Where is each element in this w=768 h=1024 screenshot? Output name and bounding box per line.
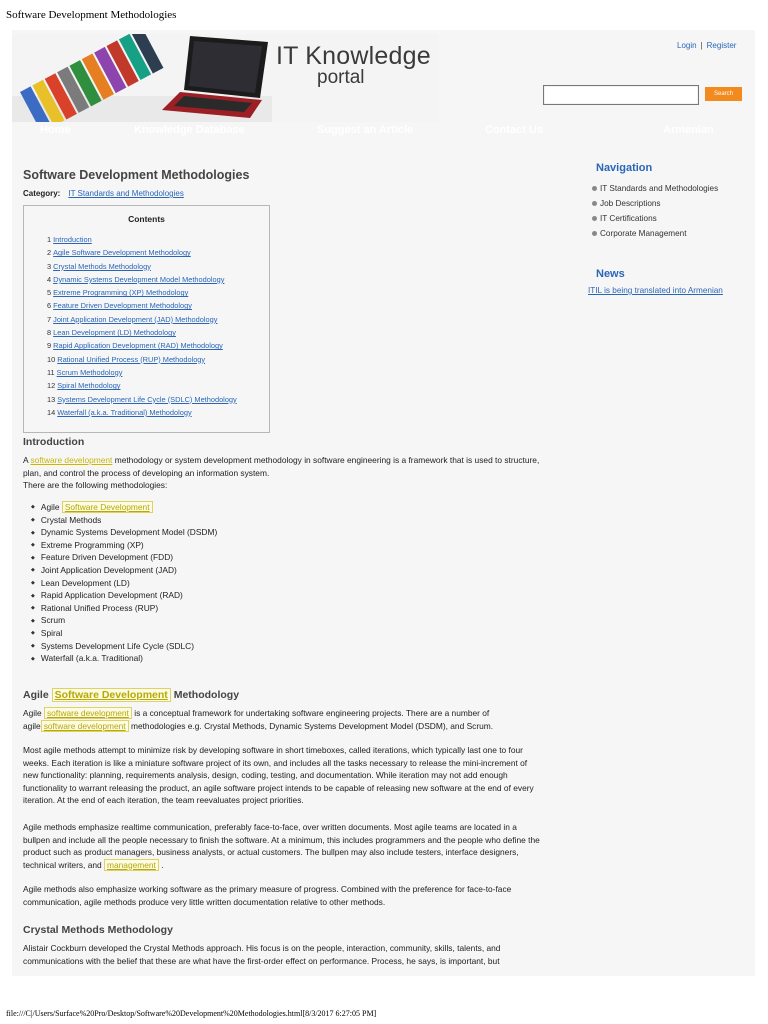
list-item: ◆ Rational Unified Process (RUP) xyxy=(31,602,217,615)
toc-item xyxy=(47,393,237,406)
nav-home[interactable]: Home xyxy=(40,124,71,136)
toc-number: 3 xyxy=(47,261,52,271)
login-link[interactable]: Login xyxy=(677,41,697,50)
toc-number: 13 xyxy=(47,394,56,404)
search-input[interactable] xyxy=(543,85,699,105)
intro-text-list-lead: There are the following methodologies: xyxy=(23,480,168,490)
toc-link[interactable]: Lean Development (LD) Methodology xyxy=(53,328,176,338)
site-banner xyxy=(12,34,438,122)
news-item-link[interactable]: ITIL is being translated into Armenian xyxy=(588,286,723,295)
toc-number: 10 xyxy=(47,354,56,364)
toc-item xyxy=(47,353,237,366)
sidebar-item-job-descriptions[interactable]: Job Descriptions xyxy=(592,196,718,211)
toc-number: 14 xyxy=(47,407,56,417)
software-development-link[interactable]: software development xyxy=(44,707,132,719)
toc-item xyxy=(47,339,237,352)
agile-p1-c: methodologies e.g. Crystal Methods, Dynamic Systems Development Model (DSDM), and Scrum. xyxy=(130,720,494,731)
toc-link[interactable]: Joint Application Development (JAD) Methodology xyxy=(53,314,218,324)
toc-number: 1 xyxy=(47,235,52,244)
list-item: ◆ Feature Driven Development (FDD) xyxy=(31,551,217,564)
agile-heading-post: Methodology xyxy=(173,689,240,701)
toc-item xyxy=(47,246,237,259)
introduction-paragraph xyxy=(23,454,543,492)
toc-link[interactable]: Scrum Methodology xyxy=(56,367,123,377)
nav-contact-us[interactable]: Contact Us xyxy=(485,124,544,136)
toc-list xyxy=(47,233,237,419)
toc-item xyxy=(47,379,237,392)
agile-p1-b: is a conceptual framework for undertaking software engineering projects. There are a number of agile xyxy=(23,708,490,731)
agile-paragraph-3 xyxy=(23,821,543,871)
toc-number: 5 xyxy=(47,288,52,298)
toc-link[interactable]: Dynamic Systems Development Model Methodology xyxy=(53,274,225,284)
list-item: ◆ Lean Development (LD) xyxy=(31,577,217,590)
list-item: ◆ Systems Development Life Cycle (SDLC) xyxy=(31,640,217,653)
crystal-heading: Crystal Methods Methodology xyxy=(23,924,173,936)
toc-number: 2 xyxy=(47,248,52,258)
list-item: ◆ Dynamic Systems Development Model (DSDM) xyxy=(31,526,217,539)
sidebar-item-corporate-management[interactable]: Corporate Management xyxy=(592,226,718,241)
intro-text-rest: methodology or system development methodology in software engineering is a framework that is used to structure, plan, and control the process of developing an information system. xyxy=(23,455,540,478)
register-link[interactable]: Register xyxy=(706,41,737,50)
intro-text-a: A xyxy=(23,455,29,465)
toc-link[interactable]: Agile Software Development Methodology xyxy=(53,248,191,258)
toc-item xyxy=(47,299,237,312)
toc-number: 6 xyxy=(47,301,52,311)
toc-item xyxy=(47,406,237,419)
software-development-link[interactable]: Software Development xyxy=(62,501,153,513)
print-header-title: Software Development Methodologies xyxy=(6,9,177,21)
sidebar-navigation-heading: Navigation xyxy=(596,162,653,174)
toc-item xyxy=(47,326,237,339)
sidebar-item-it-standards[interactable]: IT Standards and Methodologies xyxy=(592,181,718,196)
top-navigation xyxy=(12,122,755,140)
software-development-link[interactable]: software development xyxy=(30,455,113,465)
software-development-link[interactable]: software development xyxy=(41,720,129,732)
agile-heading xyxy=(23,689,239,701)
books-laptop-logo xyxy=(12,34,272,122)
toc-item xyxy=(47,313,237,326)
list-item: ◆ Scrum xyxy=(31,614,217,627)
toc-link[interactable]: Rational Unified Process (RUP) Methodology xyxy=(57,354,206,364)
agile-paragraph-2: Most agile methods attempt to minimize risk by developing software in short timeboxes, called iterations, which typically last one to four weeks. Each iteration is like a miniature software project of its own, and includes all the tasks necessary to release the mini-increment of new functionality: planning, requirements analysis, design, coding, testing, and documentation. While iteration may not add enough functionality to warrant releasing the product, an agile software project intends to be capable of releasing new software at the end of every iteration. At the end of each iteration, the team reevaluates project priorities. xyxy=(23,745,534,805)
method-agile: Agile xyxy=(40,502,60,512)
toc-item xyxy=(47,273,237,286)
toc-link[interactable]: Crystal Methods Methodology xyxy=(53,261,151,271)
toc-link[interactable]: Systems Development Life Cycle (SDLC) Methodology xyxy=(57,394,237,404)
toc-link[interactable]: Feature Driven Development Methodology xyxy=(53,301,192,311)
list-item: ◆ Spiral xyxy=(31,627,217,640)
category-line xyxy=(23,189,184,198)
nav-knowledge-database[interactable]: Knowledge Database xyxy=(134,124,245,136)
management-link[interactable]: management xyxy=(104,859,159,871)
toc-item xyxy=(47,233,237,246)
category-link[interactable]: IT Standards and Methodologies xyxy=(68,189,184,198)
introduction-heading: Introduction xyxy=(23,436,85,448)
toc-number: 4 xyxy=(47,274,52,284)
list-item xyxy=(31,501,217,514)
toc-number: 9 xyxy=(47,341,52,351)
agile-heading-pre: Agile xyxy=(23,689,49,701)
toc-item xyxy=(47,286,237,299)
agile-p3-a: Agile methods emphasize realtime communication, preferably face-to-face, over written documents. Most agile teams are located in a bullpen and include all the people necessary to finish the software. At a minimum, this includes programmers and the people who define the product such as product managers, business analysts, or actual customers. The bullpen may also include testers, interface designers, technical writers, and xyxy=(23,822,540,870)
toc-link[interactable]: Waterfall (a.k.a. Traditional) Methodology xyxy=(57,407,192,417)
logo-subtitle: portal xyxy=(317,67,365,88)
toc-item xyxy=(47,366,237,379)
list-item: ◆ Rapid Application Development (RAD) xyxy=(31,589,217,602)
toc-title: Contents xyxy=(128,214,165,224)
list-item: ◆ Crystal Methods xyxy=(31,514,217,527)
toc-number: 8 xyxy=(47,328,52,338)
toc-item xyxy=(47,260,237,273)
toc-link[interactable]: Introduction xyxy=(53,235,92,244)
print-footer-url: file:///C|/Users/Surface%20Pro/Desktop/Software%20Development%20Methodologies.html[8/3/2017 6:27:05 PM] xyxy=(6,1009,377,1018)
toc-link[interactable]: Extreme Programming (XP) Methodology xyxy=(53,288,189,298)
page-title: Software Development Methodologies xyxy=(23,168,250,182)
agile-paragraph-1 xyxy=(23,707,543,732)
auth-links xyxy=(677,41,736,50)
software-development-link[interactable]: Software Development xyxy=(52,688,171,702)
list-item: ◆ Joint Application Development (JAD) xyxy=(31,564,217,577)
sidebar-navigation-list xyxy=(592,181,718,241)
auth-separator: | xyxy=(700,41,703,50)
sidebar-news-heading: News xyxy=(596,268,625,280)
toc-number: 11 xyxy=(47,367,55,377)
toc-link[interactable]: Rapid Application Development (RAD) Methodology xyxy=(53,341,223,351)
nav-suggest-article[interactable]: Suggest an Article xyxy=(317,124,414,136)
toc-number: 12 xyxy=(47,381,56,391)
list-item: ◆ Waterfall (a.k.a. Traditional) xyxy=(31,652,217,665)
category-label: Category: xyxy=(23,189,61,198)
crystal-paragraph-1: Alistair Cockburn developed the Crystal Methods approach. His focus is on the people, interaction, community, skills, talents, and communications with the belief that these are what have the first-order effect on performance. Process, he says, is important, but xyxy=(23,943,501,966)
sidebar-item-it-certifications[interactable]: IT Certifications xyxy=(592,211,718,226)
methodology-list xyxy=(31,501,217,665)
toc-number: 7 xyxy=(47,314,52,324)
list-item: ◆ Extreme Programming (XP) xyxy=(31,539,217,552)
table-of-contents xyxy=(23,205,270,433)
agile-p1-a: Agile xyxy=(23,708,42,718)
logo-title: IT Knowledge xyxy=(276,42,431,70)
agile-p3-b: . xyxy=(161,859,164,870)
toc-link[interactable]: Spiral Methodology xyxy=(57,381,121,391)
search-button[interactable]: Search xyxy=(705,87,742,101)
nav-armenian[interactable]: Armenian xyxy=(663,124,714,136)
agile-paragraph-4: Agile methods also emphasize working software as the primary measure of progress. Combined with the preference for face-to-face communication, agile methods produce very little written documentation relative to other methods. xyxy=(23,884,512,907)
